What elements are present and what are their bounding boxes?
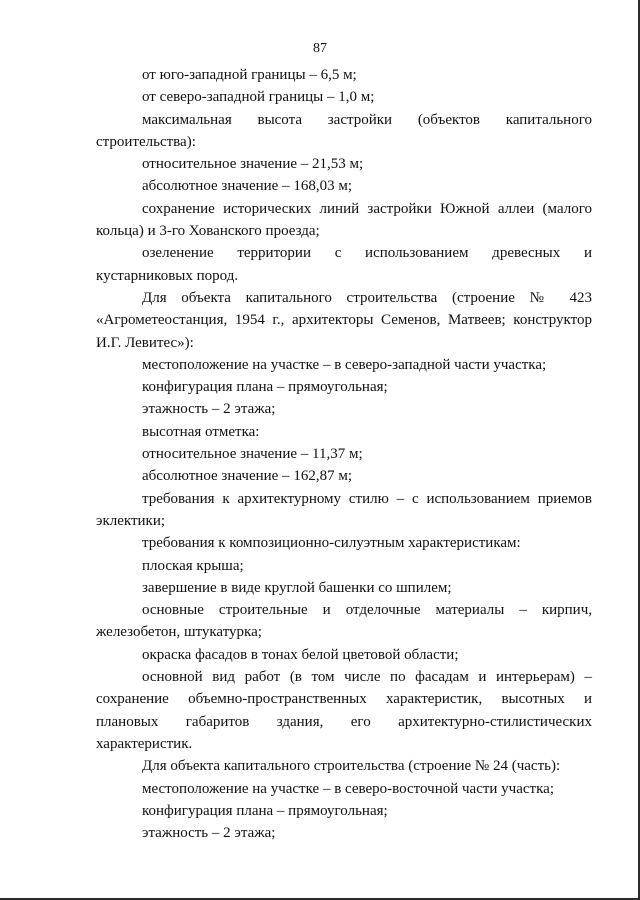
paragraph: озеленение территории с использованием древесных и кустарниковых пород.: [96, 245, 592, 284]
paragraph: сохранение исторических линий застройки Южной аллеи (малого кольца) и 3-го Хованского проезда;: [96, 200, 592, 240]
paragraph: требования к архитектурному стилю – с использованием приемов эклектики;: [96, 490, 592, 529]
paragraph: относительное значение – 21,53 м;: [142, 156, 364, 173]
paragraph: плоская крыша;: [142, 557, 244, 574]
paragraph: Для объекта капитального строительства (строение № 423 «Агрометеостанция, 1954 г., архитекторы Семенов, Матвеев; конструктор И.Г. Левитес»):: [96, 289, 592, 351]
paragraph: основной вид работ (в том числе по фасадам и интерьерам) – сохранение объемно-пространственных характеристик, высотных и плановых габаритов здания, его архитектурно-стилистических характеристик.: [96, 669, 592, 752]
paragraph: местоположение на участке – в северо-восточной части участка;: [142, 780, 554, 797]
paragraph: абсолютное значение – 168,03 м;: [142, 178, 352, 195]
paragraph: высотная отметка:: [142, 423, 260, 440]
paragraph: Для объекта капитального строительства (строение № 24 (часть):: [142, 758, 561, 775]
paragraph: максимальная высота застройки (объектов капитального строительства):: [96, 111, 592, 150]
paragraph: завершение в виде круглой башенки со шпилем;: [142, 579, 452, 596]
paragraph: от юго-западной границы – 6,5 м;: [142, 67, 357, 83]
document-body: [96, 64, 592, 844]
paragraph: местоположение на участке – в северо-западной части участка;: [142, 356, 547, 373]
paragraph: окраска фасадов в тонах белой цветовой области;: [142, 646, 459, 663]
page-number: 87: [313, 41, 327, 56]
paragraph: конфигурация плана – прямоугольная;: [142, 379, 388, 396]
paragraph: этажность – 2 этажа;: [142, 825, 276, 842]
paragraph: требования к композиционно-силуэтным характеристикам:: [142, 535, 521, 552]
paragraph: основные строительные и отделочные материалы – кирпич, железобетон, штукатурка;: [96, 602, 592, 641]
paragraph: конфигурация плана – прямоугольная;: [142, 802, 388, 819]
paragraph: абсолютное значение – 162,87 м;: [142, 468, 352, 485]
paragraph: от северо-западной границы – 1,0 м;: [142, 89, 375, 106]
paragraph: этажность – 2 этажа;: [142, 401, 276, 418]
paragraph: относительное значение – 11,37 м;: [142, 446, 363, 463]
